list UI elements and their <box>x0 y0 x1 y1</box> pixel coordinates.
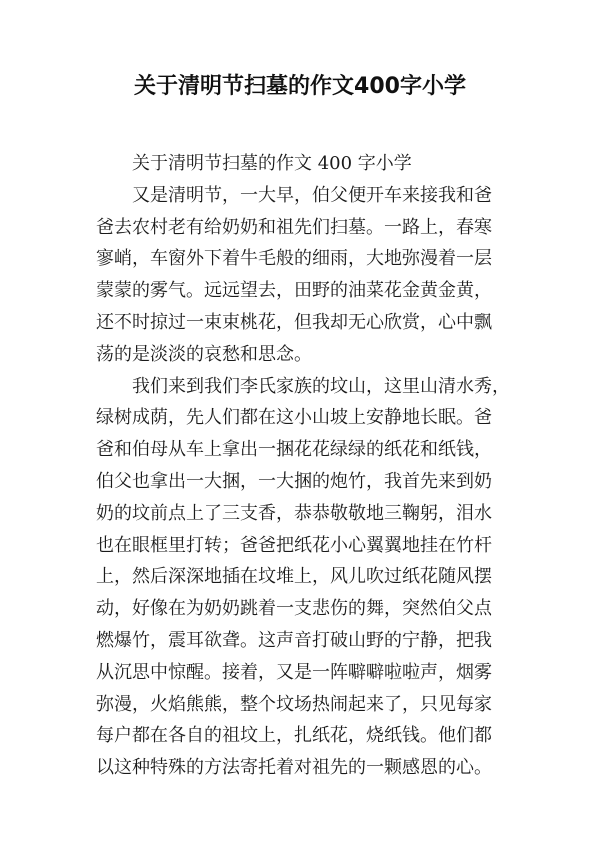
paragraph-2-line: 以这种特殊的方法寄托着对祖先的一颗感恩的心。 <box>96 757 492 779</box>
paragraph-1-line: 又是清明节，一大早，伯父便开车来接我和爸 <box>132 184 492 206</box>
paragraph-2-line: 每户都在各自的祖坟上，扎纸花，烧纸钱。他们都 <box>96 725 492 747</box>
essay-body <box>96 148 516 784</box>
paragraph-2-line: 绿树成荫，先人们都在这小山坡上安静地长眠。爸 <box>96 407 492 429</box>
paragraph-2-line: 奶的坟前点上了三支香，恭恭敬敬地三鞠躬，泪水 <box>96 502 492 524</box>
paragraph-2-line: 我们来到我们李氏家族的坟山，这里山清水秀， <box>132 375 510 397</box>
essay-subtitle: 关于清明节扫墓的作文 400 字小学 <box>132 153 412 174</box>
paragraph-2-line: 弥漫，火焰熊熊，整个坟场热闹起来了，只见每家 <box>96 693 492 715</box>
paragraph-2-line: 也在眼框里打转；爸爸把纸花小心翼翼地挂在竹杆 <box>96 534 492 556</box>
paragraph-1-line: 蒙蒙的雾气。远远望去，田野的油菜花金黄金黄， <box>96 280 492 302</box>
paragraph-2-line: 从沉思中惊醒。接着，又是一阵噼噼啦啦声，烟雾 <box>96 661 492 683</box>
paragraph-1-line: 爸去农村老有给奶奶和祖先们扫墓。一路上，春寒 <box>96 216 492 238</box>
paragraph-1-line: 寥峭，车窗外下着牛毛般的细雨，大地弥漫着一层 <box>96 248 492 270</box>
paragraph-2-line: 伯父也拿出一大捆，一大捆的炮竹，我首先来到奶 <box>96 470 492 492</box>
paragraph-1-line: 还不时掠过一束束桃花，但我却无心欣赏，心中飘 <box>96 311 492 333</box>
paragraph-2-line: 燃爆竹，震耳欲聋。这声音打破山野的宁静，把我 <box>96 629 492 651</box>
paragraph-1-line: 荡的是淡淡的哀愁和思念。 <box>96 343 312 365</box>
paragraph-2-line: 爸和伯母从车上拿出一捆花花绿绿的纸花和纸钱， <box>96 439 492 461</box>
paragraph-2-line: 动，好像在为奶奶跳着一支悲伤的舞，突然伯父点 <box>96 598 492 620</box>
page-title: 关于清明节扫墓的作文400字小学 <box>134 74 466 99</box>
paragraph-2-line: 上，然后深深地插在坟堆上，风儿吹过纸花随风摆 <box>96 566 492 588</box>
